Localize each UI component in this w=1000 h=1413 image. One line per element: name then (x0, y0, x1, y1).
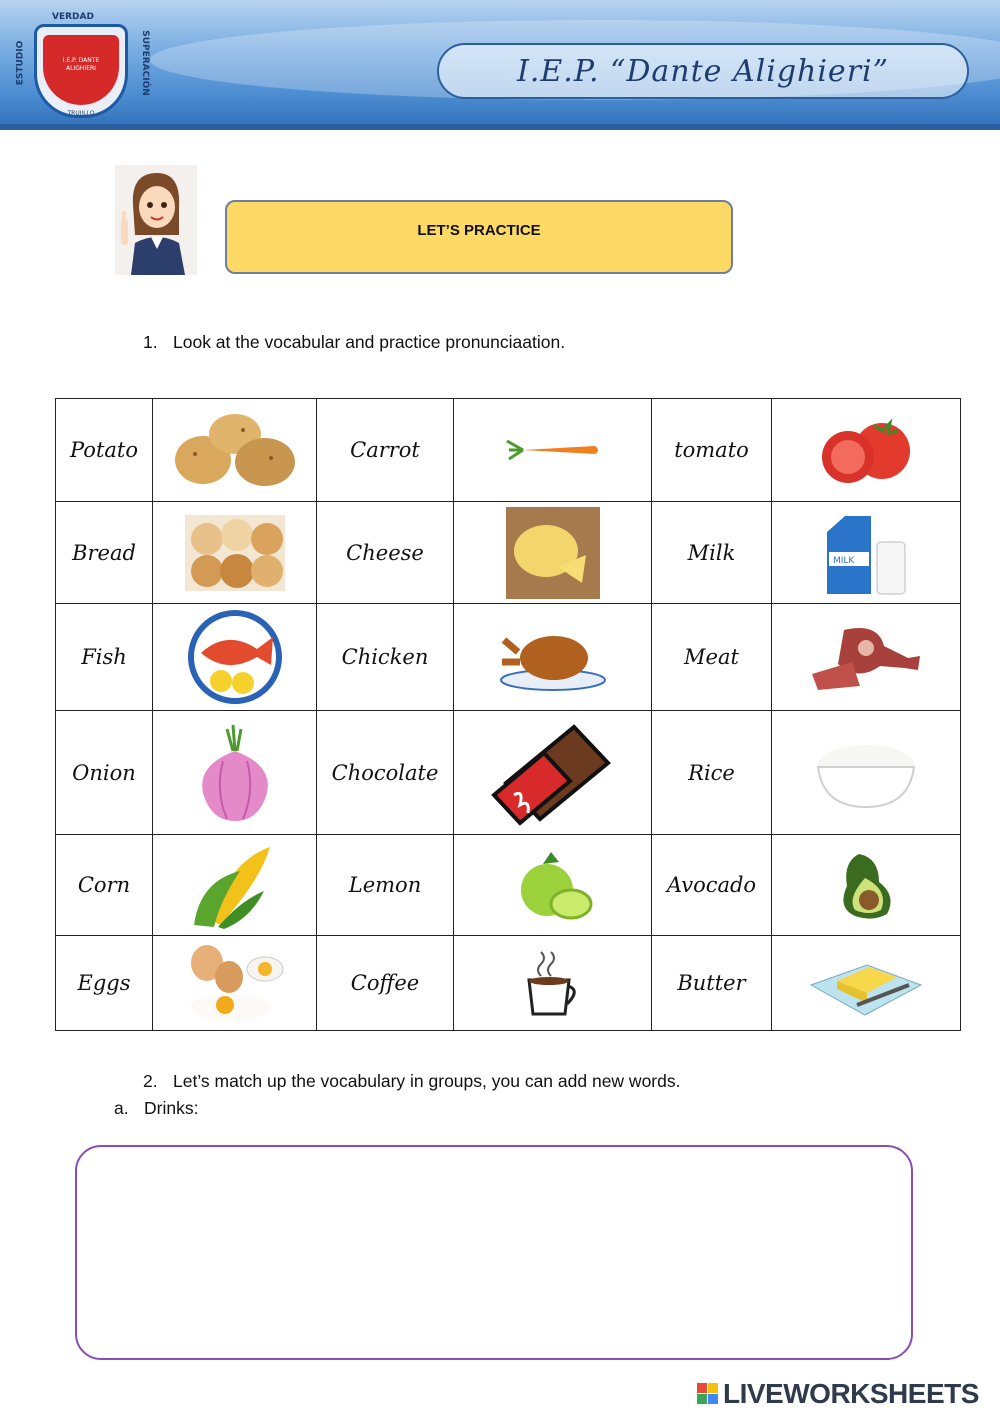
corn-icon (190, 841, 280, 929)
instruction-2 (143, 1071, 680, 1092)
liveworksheets-brand-text: LIVEWORKSHEETS (723, 1378, 979, 1409)
vocab-word: tomato (652, 399, 772, 502)
seal-left-word: ESTUDIO (15, 40, 26, 86)
instruction-a-text: Drinks: (144, 1098, 199, 1118)
lemon-icon (513, 848, 593, 922)
bread-icon (185, 515, 285, 591)
vocab-word: Carrot (317, 399, 454, 502)
school-title-box (437, 43, 969, 99)
chocolate-icon (490, 719, 616, 827)
butter-icon (807, 945, 925, 1021)
vocab-word: Eggs (56, 936, 153, 1031)
fish-icon (187, 609, 283, 705)
seal-top-word: VERDAD (52, 12, 94, 22)
vocab-word: Avocado (652, 835, 772, 936)
instruction-1-text: Look at the vocabular and practice pronunciaation. (173, 332, 566, 352)
table-row (56, 835, 961, 936)
cheese-icon (506, 507, 600, 599)
carrot-icon (505, 435, 601, 465)
table-row (56, 604, 961, 711)
school-header (0, 0, 1000, 130)
vocab-word: Butter (652, 936, 772, 1031)
tomato-icon (816, 415, 916, 485)
instruction-1-number: 1. (143, 332, 158, 352)
eggs-icon (181, 943, 289, 1023)
coffee-icon (523, 948, 583, 1018)
vocab-word: Onion (56, 711, 153, 835)
vocab-word: Corn (56, 835, 153, 936)
chicken-icon (498, 622, 608, 692)
shield-icon (34, 24, 128, 118)
seal-right-word: SUPERACIÓN (139, 30, 150, 96)
instruction-2-text: Let’s match up the vocabulary in groups, you can add new words. (173, 1071, 681, 1091)
seal-city: TRUJILLO (67, 110, 95, 117)
vocab-word: Chicken (317, 604, 454, 711)
avocado-icon (829, 848, 903, 922)
table-row (56, 936, 961, 1031)
instruction-a-letter: a. (114, 1098, 129, 1118)
instruction-1 (143, 332, 565, 353)
liveworksheets-brand[interactable] (697, 1378, 979, 1410)
vocab-word: Lemon (317, 835, 454, 936)
vocab-word: Cheese (317, 502, 454, 604)
liveworksheets-logo-icon (697, 1383, 719, 1405)
svg-text:MILK: MILK (833, 555, 855, 566)
potato-icon (173, 408, 297, 492)
vocab-word: Bread (56, 502, 153, 604)
vocab-word: Milk (652, 502, 772, 604)
vocabulary-table (55, 398, 961, 1031)
instruction-a (114, 1098, 198, 1119)
school-title: I.E.P. “Dante Alighieri” (517, 53, 889, 89)
lets-practice-label: LET’S PRACTICE (417, 221, 541, 239)
meat-icon (808, 622, 924, 692)
seal-inner-text: I.E.P. DANTE ALIGHIERI (62, 57, 100, 72)
vocab-word: Fish (56, 604, 153, 711)
rice-icon (813, 735, 919, 811)
vocab-word: Coffee (317, 936, 454, 1031)
table-row (56, 711, 961, 835)
table-row (56, 502, 961, 604)
vocab-word: Potato (56, 399, 153, 502)
lets-practice-banner (225, 200, 733, 274)
drinks-answer-box[interactable] (75, 1145, 913, 1360)
onion-icon (193, 721, 277, 825)
teacher-illustration-icon (115, 165, 197, 275)
instruction-2-number: 2. (143, 1071, 158, 1091)
vocab-word: Rice (652, 711, 772, 835)
vocab-word: Chocolate (317, 711, 454, 835)
vocab-word: Meat (652, 604, 772, 711)
milk-icon (821, 508, 911, 598)
table-row (56, 399, 961, 502)
school-seal (12, 10, 150, 120)
